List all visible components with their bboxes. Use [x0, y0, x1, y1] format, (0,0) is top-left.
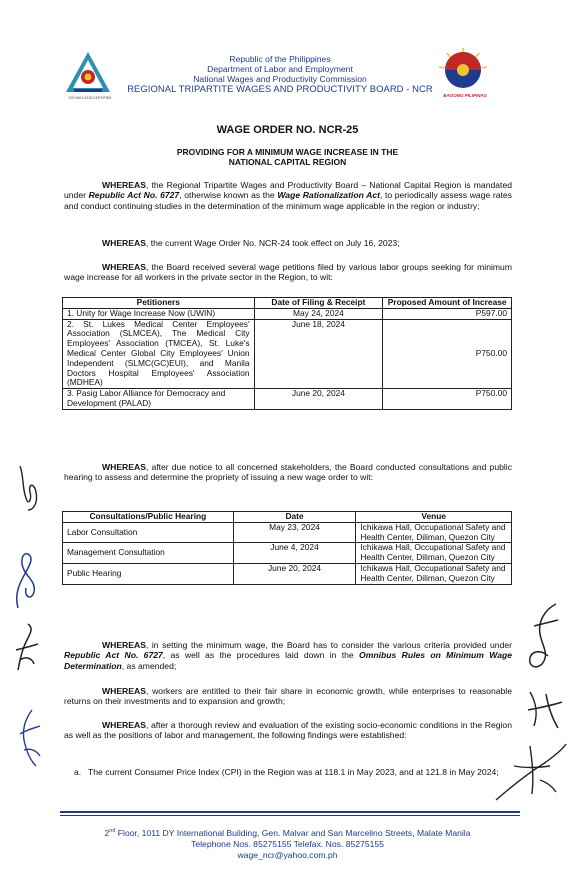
finding-text: The current Consumer Price Index (CPI) in the Region was at 118.1 in May 2023, and at 121.8 in May 2024;: [88, 767, 499, 777]
finding-item-a: [74, 767, 512, 777]
signature-initial-6: [522, 684, 566, 734]
text-span: , as amended;: [121, 660, 177, 671]
signature-initial-3: [10, 620, 42, 674]
text-span: , as well as the procedures laid down in the: [162, 650, 360, 661]
text-span: , otherwise known as the: [179, 190, 278, 201]
consultation-type-cell: Public Hearing: [63, 563, 234, 584]
subtitle-line-1: PROVIDING FOR A MINIMUM WAGE INCREASE IN THE: [176, 147, 399, 157]
table-header-row: [63, 512, 512, 523]
text-span: , after due notice to all concerned stakeholders, the Board conducted consultations and public hearing to assess and determine the propriety of issuing a new wage order to wit:: [64, 462, 512, 483]
iso-certified-label: ISO 9001:2015 CERTIFIED: [68, 96, 112, 100]
signature-initial-2: [8, 548, 44, 612]
whereas-paragraph-4: [64, 462, 512, 483]
whereas-paragraph-2: [64, 238, 512, 248]
whereas-paragraph-3: [64, 262, 512, 283]
column-header: Venue: [356, 512, 512, 523]
whereas-lead: WHEREAS: [102, 462, 146, 472]
date-cell: June 20, 2024: [233, 563, 356, 584]
text-span: , the Regional Tripartite Wages and Productivity Board – National Capital Region is mandated under: [64, 180, 512, 201]
footer-phone: Telephone Nos. 85275155 Telefax. Nos. 85275155: [191, 838, 384, 849]
amount-cell: P750.00: [383, 389, 512, 410]
date-cell: May 23, 2024: [233, 522, 356, 543]
text-span: , the current Wage Order No. NCR-24 took effect on July 16, 2023;: [145, 238, 400, 248]
column-header: Date: [233, 512, 356, 523]
letterhead-text: [110, 54, 450, 94]
column-header: Date of Filing & Receipt: [254, 298, 383, 309]
letterhead: [0, 46, 575, 104]
petitioner-cell: 3. Pasig Labor Alliance for Democracy and Development (PALAD): [63, 389, 255, 410]
footer-divider: [60, 811, 520, 813]
whereas-paragraph-1: [64, 180, 512, 211]
rules-name: Omnibus Rules on Minimum Wage Determination: [64, 650, 513, 671]
department-line: Department of Labor and Employment: [207, 64, 353, 74]
whereas-lead: WHEREAS: [102, 180, 146, 190]
dole-logo: [64, 50, 112, 96]
table-row: [63, 563, 512, 584]
whereas-paragraph-5: [64, 640, 512, 671]
signature-initial-1: [14, 462, 44, 514]
consultation-type-cell: Management Consultation: [63, 543, 234, 564]
column-header: Consultations/Public Hearing: [63, 512, 234, 523]
list-label: a.: [74, 767, 82, 777]
bagong-pilipinas-logo: [436, 48, 490, 92]
amount-cell: P750.00: [383, 319, 512, 389]
column-header: Proposed Amount of Increase: [383, 298, 512, 309]
date-cell: May 24, 2024: [254, 308, 383, 319]
footer-email: wage_ncr@yahoo.com.ph: [237, 849, 338, 860]
footer-address: [0, 826, 575, 839]
bagong-pilipinas-label: BAGONG PILIPINAS: [443, 93, 487, 98]
whereas-lead: WHEREAS: [102, 238, 146, 248]
consultations-table: [62, 511, 512, 585]
whereas-paragraph-6: [64, 686, 512, 707]
column-header: Petitioners: [63, 298, 255, 309]
subtitle-line-2: NATIONAL CAPITAL REGION: [228, 157, 347, 167]
footer: [0, 826, 575, 861]
signature-initial-4: [12, 704, 46, 770]
floor-suffix: nd: [109, 828, 116, 834]
text-span: , the Board received several wage petitions filed by various labor groups seeking for minimum wage increase for all workers in the private sector in the Region, to wit:: [64, 262, 512, 283]
table-row: [63, 389, 512, 410]
whereas-lead: WHEREAS: [102, 720, 146, 730]
venue-cell: Ichikawa Hall, Occupational Safety and Health Center, Diliman, Quezon City: [356, 563, 512, 584]
text-span: , workers are entitled to their fair share in economic growth, while enterprises to reasonable returns on their investments and to expansion and growth;: [64, 686, 512, 707]
whereas-lead: WHEREAS: [102, 640, 146, 650]
whereas-lead: WHEREAS: [102, 686, 146, 696]
whereas-lead: WHEREAS: [102, 262, 146, 272]
petitions-table: [62, 297, 512, 410]
venue-cell: Ichikawa Hall, Occupational Safety and Health Center, Diliman, Quezon City: [356, 543, 512, 564]
footer-divider-thin: [60, 815, 520, 816]
table-row: [63, 522, 512, 543]
date-cell: June 4, 2024: [233, 543, 356, 564]
amount-cell: P597.00: [383, 308, 512, 319]
table-row: [63, 308, 512, 319]
text-span: , to periodically assess wage rates and conduct continuing studies in the determination of the minimum wage applicable in the region or industry;: [64, 190, 512, 211]
act-name: Wage Rationalization Act: [277, 190, 380, 201]
document-subtitle: [100, 147, 475, 167]
text-span: , in setting the minimum wage, the Board has to consider the various criteria provided under: [145, 640, 512, 650]
consultation-type-cell: Labor Consultation: [63, 522, 234, 543]
date-cell: June 18, 2024: [254, 319, 383, 389]
ra-reference: Republic Act No. 6727: [64, 650, 163, 661]
table-row: [63, 319, 512, 389]
table-header-row: [63, 298, 512, 309]
address-text: Floor, 1011 DY International Building, Gen. Malvar and San Marcelino Streets, Malate Manila: [115, 827, 471, 838]
commission-line: National Wages and Productivity Commission: [193, 74, 367, 84]
republic-line: Republic of the Philippines: [229, 54, 331, 64]
signature-initial-7: [490, 736, 570, 806]
venue-cell: Ichikawa Hall, Occupational Safety and Health Center, Diliman, Quezon City: [356, 522, 512, 543]
document-title: WAGE ORDER NO. NCR-25: [216, 124, 359, 136]
table-row: [63, 543, 512, 564]
board-line: REGIONAL TRIPARTITE WAGES AND PRODUCTIVITY BOARD - NCR: [127, 83, 433, 94]
petitioner-cell: 2. St. Lukes Medical Center Employees' Association (SLMCEA), The Medical City Employees' Association (TMCEA), St. Luke's Medical Center Global City Employees' Union Independent (SLMC(GC)EUI), and Manila Doctors Hospital Employees' Association (MDHEA): [63, 319, 255, 389]
date-cell: June 20, 2024: [254, 389, 383, 410]
ra-reference: Republic Act No. 6727: [88, 190, 180, 201]
text-span: , after a thorough review and evaluation of the existing socio-economic conditions in the Region as well as the positions of labor and management, the following findings were established:: [64, 720, 512, 741]
floor-number: 2: [104, 827, 110, 838]
signature-initial-5: [520, 600, 566, 672]
petitioner-cell: 1. Unity for Wage Increase Now (UWIN): [63, 308, 255, 319]
whereas-paragraph-7: [64, 720, 512, 741]
